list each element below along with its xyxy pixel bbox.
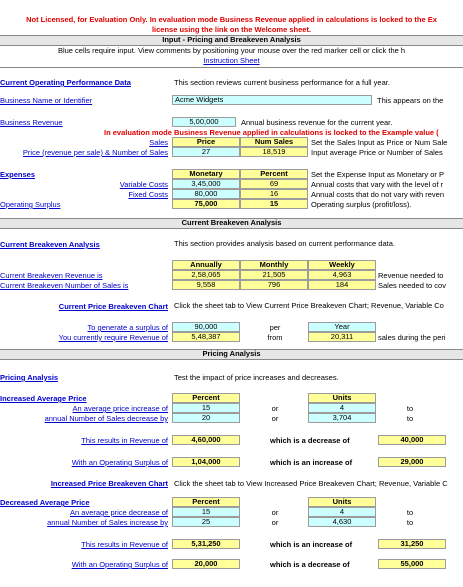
fixed-costs-monetary-input[interactable]: 80,000 bbox=[172, 189, 240, 199]
to-text: to bbox=[406, 518, 414, 527]
breakeven-sales-monthly: 796 bbox=[240, 280, 308, 290]
num-sales-output: 18,519 bbox=[240, 147, 308, 157]
or-text: or bbox=[271, 414, 279, 423]
current-performance-title[interactable]: Current Operating Performance Data bbox=[0, 78, 131, 87]
dec-surplus-value: 20,000 bbox=[172, 559, 240, 569]
section-header-pricing: Pricing Analysis bbox=[0, 349, 463, 360]
dec-results-text: which is an increase of bbox=[270, 540, 353, 549]
price-note: Input average Price or Number of Sales bbox=[311, 148, 443, 157]
variable-costs-label[interactable]: Variable Costs bbox=[119, 180, 168, 189]
target-surplus-input[interactable]: 90,000 bbox=[172, 322, 240, 332]
breakeven-sales-annually: 9,558 bbox=[172, 280, 240, 290]
current-breakeven-desc: This section provides analysis based on current performance data. bbox=[174, 239, 395, 248]
breakeven-revenue-note: Revenue needed to bbox=[378, 271, 444, 280]
inc-col-header-percent: Percent bbox=[172, 393, 240, 403]
price-number-sales-label[interactable]: Price (revenue per sale) & Number of Sales bbox=[22, 148, 168, 157]
col-header-monthly: Monthly bbox=[240, 260, 308, 270]
col-header-num-sales: Num Sales bbox=[240, 137, 308, 147]
fixed-costs-percent: 16 bbox=[240, 189, 308, 199]
input-note: Blue cells require input. View comments by positioning your mouse over the red marker cell or click the h bbox=[57, 46, 406, 55]
section-header-input: Input - Pricing and Breakeven Analysis bbox=[0, 35, 463, 46]
dec-results-revenue: 5,31,250 bbox=[172, 539, 240, 549]
dec-surplus-delta: 55,000 bbox=[378, 559, 446, 569]
inc-surplus-value: 1,04,000 bbox=[172, 457, 240, 467]
decreased-price-title[interactable]: Decreased Average Price bbox=[0, 498, 90, 507]
breakeven-revenue-label[interactable]: Current Breakeven Revenue is bbox=[0, 271, 103, 280]
to-text: to bbox=[406, 404, 414, 413]
inc-results-text: which is a decrease of bbox=[270, 436, 350, 445]
business-name-note: This appears on the bbox=[377, 96, 444, 105]
fixed-costs-note: Annual costs that do not vary with reven bbox=[311, 190, 444, 199]
business-name-input[interactable]: Acme Widgets bbox=[172, 95, 372, 105]
current-price-chart-desc: Click the sheet tab to View Current Price Breakeven Chart; Revenue, Variable Co bbox=[174, 301, 444, 310]
or-text: or bbox=[271, 508, 279, 517]
operating-surplus-percent: 15 bbox=[240, 199, 308, 209]
current-price-breakeven-chart-link[interactable]: Current Price Breakeven Chart bbox=[58, 302, 168, 311]
col-header-percent: Percent bbox=[240, 169, 308, 179]
breakeven-revenue-monthly: 21,505 bbox=[240, 270, 308, 280]
section-header-current-breakeven: Current Breakeven Analysis bbox=[0, 218, 463, 229]
col-header-price: Price bbox=[172, 137, 240, 147]
price-input[interactable]: 27 bbox=[172, 147, 240, 157]
evaluation-banner-line1: Not Licensed, for Evaluation Only. In evaluation mode Business Revenue applied in calculations is locked to the Ex bbox=[26, 15, 437, 24]
business-revenue-note: Annual business revenue for the current year. bbox=[241, 118, 393, 127]
inc-price-units-input[interactable]: 4 bbox=[308, 403, 376, 413]
inc-results-label[interactable]: This results in Revenue of bbox=[81, 436, 168, 445]
or-text: or bbox=[271, 518, 279, 527]
divider bbox=[0, 67, 463, 68]
breakeven-sales-note: Sales needed to cov bbox=[378, 281, 446, 290]
from-text: from bbox=[267, 333, 283, 342]
to-text: to bbox=[406, 508, 414, 517]
require-revenue-label[interactable]: You currently require Revenue of bbox=[58, 333, 168, 342]
sales-note: Set the Sales Input as Price or Num Sale bbox=[311, 138, 448, 147]
inc-sales-percent-input[interactable]: 20 bbox=[172, 413, 240, 423]
col-header-monetary: Monetary bbox=[172, 169, 240, 179]
dec-price-units-input[interactable]: 4 bbox=[308, 507, 376, 517]
inc-surplus-delta: 29,000 bbox=[378, 457, 446, 467]
expenses-header-note: Set the Expense Input as Monetary or P bbox=[311, 170, 444, 179]
required-sales-note: sales during the peri bbox=[378, 333, 446, 342]
inc-sales-units-input[interactable]: 3,704 bbox=[308, 413, 376, 423]
evaluation-warning: In evaluation mode Business Revenue applied in calculations is locked to the Example value ( bbox=[104, 128, 439, 137]
operating-surplus-note: Operating surplus (profit/loss). bbox=[311, 200, 412, 209]
required-revenue-output: 5,48,387 bbox=[172, 332, 240, 342]
evaluation-banner-line2: license using the link on the Welcome sheet. bbox=[151, 25, 312, 34]
generate-surplus-label[interactable]: To generate a surplus of bbox=[87, 323, 168, 332]
pricing-analysis-title[interactable]: Pricing Analysis bbox=[0, 373, 59, 382]
dec-surplus-text: which is a decrease of bbox=[270, 560, 350, 569]
inc-surplus-text: which is an increase of bbox=[270, 458, 353, 467]
variable-costs-note: Annual costs that vary with the level of r bbox=[311, 180, 444, 189]
per-text: per bbox=[269, 323, 281, 332]
increased-price-title[interactable]: Increased Average Price bbox=[0, 394, 87, 403]
dec-results-label[interactable]: This results in Revenue of bbox=[81, 540, 168, 549]
to-text: to bbox=[406, 414, 414, 423]
col-header-annually: Annually bbox=[172, 260, 240, 270]
current-performance-desc: This section reviews current business performance for a full year. bbox=[174, 78, 390, 87]
sales-label[interactable]: Sales bbox=[149, 138, 168, 147]
variable-costs-percent: 69 bbox=[240, 179, 308, 189]
dec-sales-units-input[interactable]: 4,630 bbox=[308, 517, 376, 527]
inc-col-header-units: Units bbox=[308, 393, 376, 403]
breakeven-revenue-annually: 2,58,065 bbox=[172, 270, 240, 280]
expenses-title[interactable]: Expenses bbox=[0, 170, 36, 179]
breakeven-sales-label[interactable]: Current Breakeven Number of Sales is bbox=[0, 281, 129, 290]
breakeven-revenue-weekly: 4,963 bbox=[308, 270, 376, 280]
dec-col-header-units: Units bbox=[308, 497, 376, 507]
increased-price-breakeven-chart-link[interactable]: Increased Price Breakeven Chart bbox=[50, 479, 168, 488]
inc-results-delta: 40,000 bbox=[378, 435, 446, 445]
operating-surplus-monetary: 75,000 bbox=[172, 199, 240, 209]
instruction-sheet-link[interactable]: Instruction Sheet bbox=[203, 56, 260, 65]
variable-costs-monetary-input[interactable]: 3,45,000 bbox=[172, 179, 240, 189]
dec-price-label[interactable]: An average price decrease of bbox=[70, 508, 168, 517]
business-revenue-input[interactable]: 5,00,000 bbox=[172, 117, 236, 127]
pricing-analysis-desc: Test the impact of price increases and decreases. bbox=[174, 373, 339, 382]
breakeven-sales-weekly: 184 bbox=[308, 280, 376, 290]
inc-surplus-label[interactable]: With an Operating Surplus of bbox=[71, 458, 168, 467]
business-revenue-label[interactable]: Business Revenue bbox=[0, 118, 63, 127]
increased-chart-desc: Click the sheet tab to View Increased Price Breakeven Chart; Revenue, Variable C bbox=[174, 479, 448, 488]
dec-price-percent-input[interactable]: 15 bbox=[172, 507, 240, 517]
inc-sales-label[interactable]: annual Number of Sales decrease by bbox=[44, 414, 168, 423]
dec-surplus-label[interactable]: With an Operating Surplus of bbox=[71, 560, 168, 569]
fixed-costs-label[interactable]: Fixed Costs bbox=[128, 190, 168, 199]
inc-price-percent-input[interactable]: 15 bbox=[172, 403, 240, 413]
or-text: or bbox=[271, 404, 279, 413]
inc-price-label[interactable]: An average price increase of bbox=[72, 404, 168, 413]
dec-sales-label[interactable]: annual Number of Sales increase by bbox=[47, 518, 168, 527]
business-name-label[interactable]: Business Name or Identifier bbox=[0, 96, 93, 105]
dec-sales-percent-input[interactable]: 25 bbox=[172, 517, 240, 527]
current-breakeven-title[interactable]: Current Breakeven Analysis bbox=[0, 240, 100, 249]
operating-surplus-label[interactable]: Operating Surplus bbox=[0, 200, 61, 209]
required-sales-output: 20,311 bbox=[308, 332, 376, 342]
col-header-weekly: Weekly bbox=[308, 260, 376, 270]
dec-col-header-percent: Percent bbox=[172, 497, 240, 507]
dec-results-delta: 31,250 bbox=[378, 539, 446, 549]
inc-results-revenue: 4,60,000 bbox=[172, 435, 240, 445]
period-select[interactable]: Year bbox=[308, 322, 376, 332]
